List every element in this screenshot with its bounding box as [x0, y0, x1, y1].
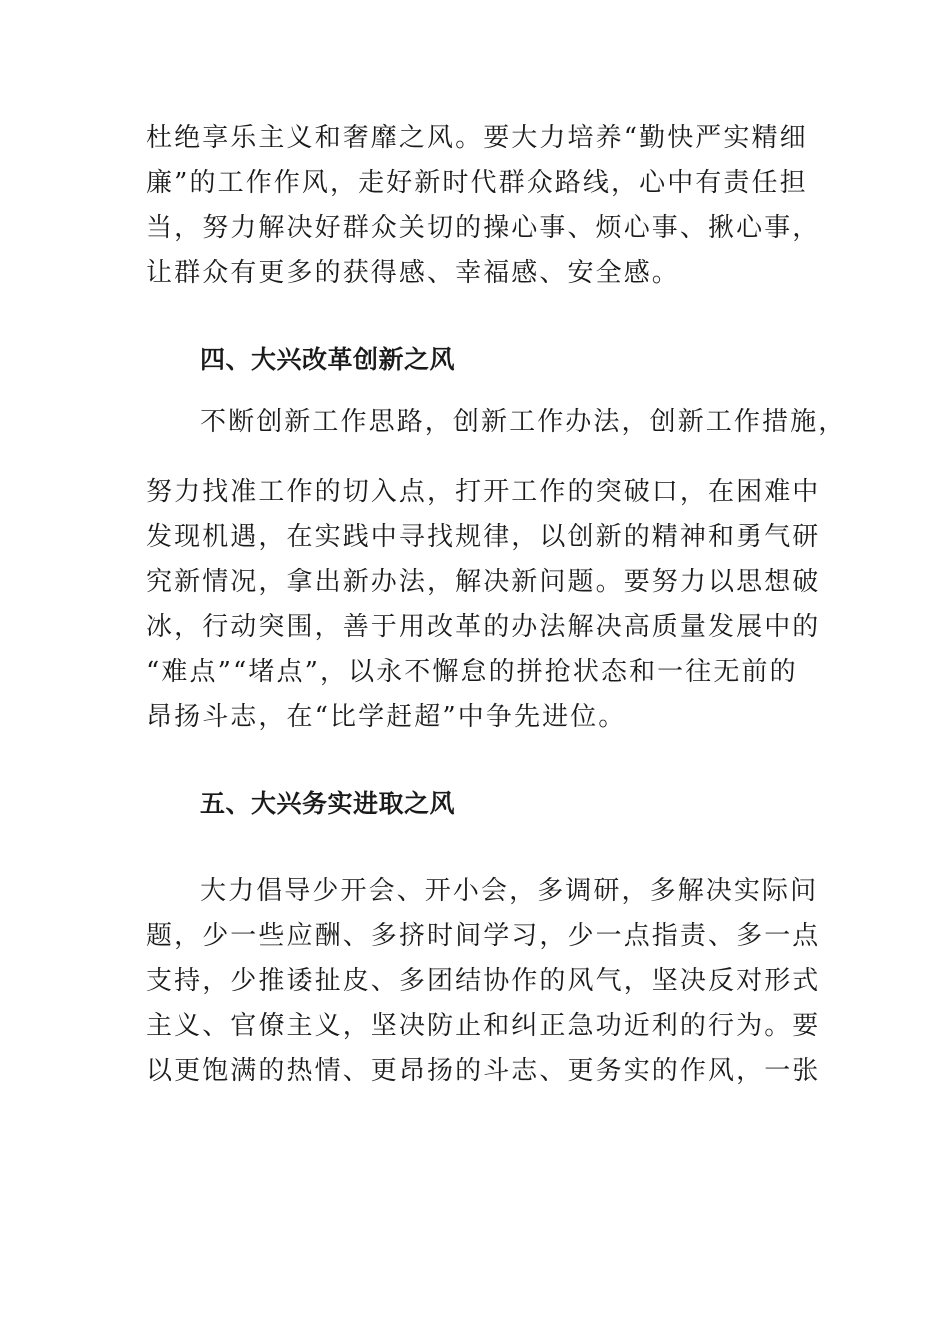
paragraph-line: 主义、官僚主义，坚决防止和纠正急功近利的行为。要 [146, 1011, 821, 1041]
paragraph-line: 让群众有更多的获得感、幸福感、安全感。 [146, 258, 680, 288]
section-heading-4: 四、大兴改革创新之风 [200, 345, 456, 374]
paragraph-line: 究新情况，拿出新办法，解决新问题。要努力以思想破 [146, 567, 821, 597]
paragraph-line: 发现机遇，在实践中寻找规律，以创新的精神和勇气研 [146, 522, 821, 552]
paragraph-line: 廉”的工作作风，走好新时代群众路线，心中有责任担 [146, 168, 808, 198]
paragraph-line: 冰，行动突围，善于用改革的办法解决高质量发展中的 [146, 612, 821, 642]
paragraph-line: 支持，少推诿扯皮、多团结协作的风气，坚决反对形式 [146, 966, 821, 996]
paragraph-line: 昂扬斗志，在“比学赶超”中争先进位。 [146, 702, 627, 732]
paragraph-line: 以更饱满的热情、更昂扬的斗志、更务实的作风，一张 [146, 1056, 821, 1086]
paragraph-line: 不断创新工作思路，创新工作办法，创新工作措施， [200, 407, 847, 437]
paragraph-line: 当，努力解决好群众关切的操心事、烦心事、揪心事， [146, 213, 821, 243]
paragraph-line: 题，少一些应酬、多挤时间学习，少一点指责、多一点 [146, 921, 821, 951]
paragraph-line: 大力倡导少开会、开小会，多调研，多解决实际问 [200, 876, 819, 906]
section-heading-5: 五、大兴务实进取之风 [200, 789, 456, 818]
paragraph-line: “难点”“堵点”，以永不懈怠的拼抢状态和一往无前的 [146, 657, 798, 687]
paragraph-line: 努力找准工作的切入点，打开工作的突破口，在困难中 [146, 477, 821, 507]
paragraph-line: 杜绝享乐主义和奢靡之风。要大力培养“勤快严实精细 [146, 123, 808, 153]
